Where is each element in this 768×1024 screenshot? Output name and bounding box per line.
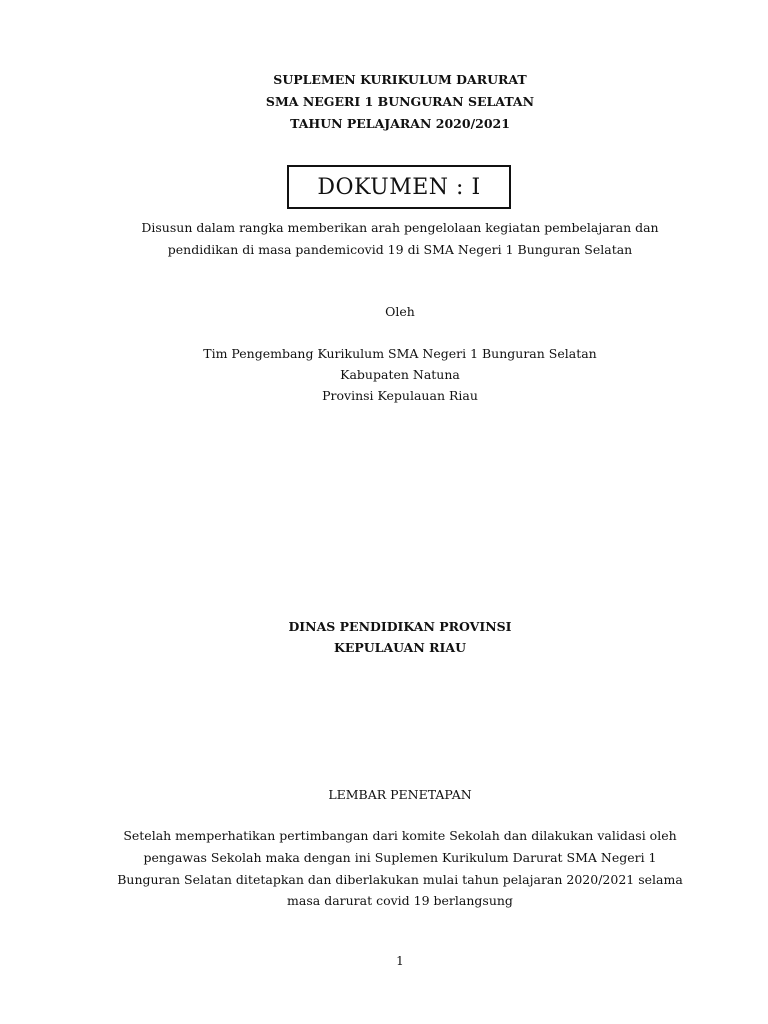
purpose-line-2: pendidikan di masa pandemicovid 19 di SMA Negeri 1 Bunguran Selatan xyxy=(167,242,633,257)
approval-line-1: Setelah memperhatikan pertimbangan dari komite Sekolah dan dilakukan validasi oleh xyxy=(123,828,677,843)
author-province: Provinsi Kepulauan Riau xyxy=(322,388,478,403)
by-label: Oleh xyxy=(385,304,415,319)
purpose-line-1: Disusun dalam rangka memberikan arah pengelolaan kegiatan pembelajaran dan xyxy=(141,220,659,235)
approval-line-2: pengawas Sekolah maka dengan ini Suplemen Kurikulum Darurat SMA Negeri 1 xyxy=(143,850,657,865)
header-title-line-3: TAHUN PELAJARAN 2020/2021 xyxy=(290,116,510,131)
header-title-line-2: SMA NEGERI 1 BUNGURAN SELATAN xyxy=(265,94,535,109)
institution-line-1: DINAS PENDIDIKAN PROVINSI xyxy=(288,619,512,634)
document-label: DOKUMEN : I xyxy=(317,174,481,200)
author-team: Tim Pengembang Kurikulum SMA Negeri 1 Bunguran Selatan xyxy=(203,346,597,361)
approval-title: LEMBAR PENETAPAN xyxy=(328,787,472,802)
approval-line-3: Bunguran Selatan ditetapkan dan diberlakukan mulai tahun pelajaran 2020/2021 selama xyxy=(117,872,683,887)
author-regency: Kabupaten Natuna xyxy=(340,367,460,382)
institution-line-2: KEPULAUAN RIAU xyxy=(333,640,466,655)
document-label-box xyxy=(287,165,511,209)
approval-line-4: masa darurat covid 19 berlangsung xyxy=(287,893,513,908)
header-title-line-1: SUPLEMEN KURIKULUM DARURAT xyxy=(273,72,527,87)
page-number: 1 xyxy=(396,954,404,968)
